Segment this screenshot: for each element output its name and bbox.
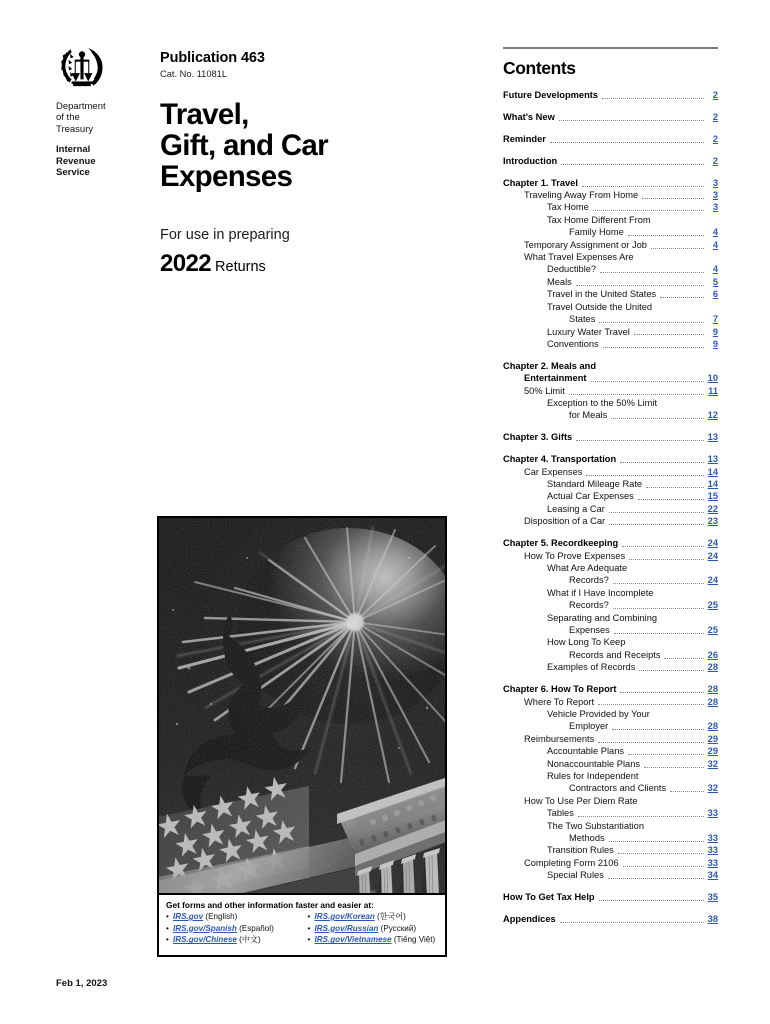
toc-entry-label: Luxury Water Travel (547, 326, 630, 337)
toc-entry[interactable] (503, 661, 718, 673)
toc-leader-dots (613, 583, 704, 584)
toc-entry (503, 820, 718, 832)
toc-entry-label: Travel in the United States (547, 289, 657, 300)
toc-entry[interactable] (503, 733, 718, 745)
irs-link[interactable]: IRS.gov/Vietnamese (314, 935, 392, 945)
toc-entry-label: States (569, 314, 596, 325)
toc-page-link[interactable]: 29 (707, 733, 718, 744)
publication-number: Publication 463 (160, 50, 265, 66)
toc-chapter-entry[interactable] (503, 683, 718, 695)
infobox-heading: Get forms and other information faster and easier at: (166, 900, 374, 910)
list-item[interactable] (166, 911, 298, 923)
toc-entry-label: Expenses (569, 625, 610, 636)
toc-page-link[interactable]: 32 (707, 783, 718, 794)
toc-entry[interactable] (503, 574, 718, 586)
list-item[interactable] (308, 923, 440, 935)
toc-page-link[interactable]: 24 (707, 550, 718, 561)
toc-entry-label: Records? (569, 575, 609, 586)
toc-entry (503, 397, 718, 409)
toc-leader-dots (629, 559, 704, 560)
toc-entry[interactable] (503, 599, 718, 611)
bullet-icon: • (166, 923, 169, 933)
toc-leader-dots (569, 394, 704, 395)
irs-link-language: (한국어) (377, 912, 406, 921)
toc-leader-dots (664, 658, 704, 659)
toc-page-link[interactable]: 9 (712, 326, 718, 337)
irs-link[interactable]: IRS.gov/Korean (314, 912, 375, 921)
toc-leader-dots (598, 742, 704, 743)
toc-leader-dots (644, 767, 704, 768)
toc-leader-dots (651, 248, 704, 249)
irs-eagle-scales-icon (56, 44, 108, 96)
agency-department-line-1: Department (56, 101, 106, 112)
toc-page-link[interactable]: 25 (707, 600, 718, 611)
toc-entry (503, 587, 718, 599)
toc-entry-label: Family Home (569, 227, 624, 238)
toc-page-link[interactable]: 7 (712, 314, 718, 325)
toc-entry-label: Entertainment (524, 373, 587, 384)
toc-page-link[interactable]: 25 (707, 625, 718, 636)
toc-entry-label: Completing Form 2106 (524, 857, 619, 868)
toc-entry-label: Tables (547, 808, 574, 819)
toc-page-link[interactable]: 14 (707, 466, 718, 477)
agency-department (56, 101, 122, 135)
toc-page-link[interactable]: 2 (712, 90, 718, 100)
irs-link[interactable]: IRS.gov/Spanish (173, 923, 237, 933)
toc-page-link[interactable]: 14 (707, 479, 718, 490)
bullet-icon: • (166, 912, 169, 921)
toc-leader-dots (598, 704, 704, 705)
toc-leader-dots (582, 186, 704, 187)
toc-entry[interactable] (503, 745, 718, 757)
page-title-line-1: Travel, (160, 98, 249, 131)
irs-link-language: (Pусский) (380, 923, 417, 933)
list-item[interactable] (166, 934, 298, 946)
toc-leader-dots (609, 524, 704, 525)
cover-illustration (157, 516, 447, 957)
toc-leader-dots (628, 235, 704, 236)
toc-entry[interactable] (503, 239, 718, 251)
toc-entry-label: How To Prove Expenses (524, 550, 626, 561)
toc-entry (503, 708, 718, 720)
toc-page-link[interactable]: 23 (707, 516, 718, 527)
toc-leader-dots (600, 272, 704, 273)
toc-entry[interactable] (503, 832, 718, 844)
page-title-line-3: Expenses (160, 160, 293, 193)
toc-entry[interactable] (503, 807, 718, 819)
revision-date: Feb 1, 2023 (56, 978, 108, 989)
toc-entry-label: Nonaccountable Plans (547, 758, 641, 769)
toc-entry (503, 636, 718, 648)
toc-entry-label: What Travel Expenses Are (524, 252, 634, 263)
irs-link-language: (English) (205, 912, 238, 921)
agency-service-line-1: Internal (56, 144, 91, 156)
toc-entry[interactable] (503, 276, 718, 288)
irs-link-language: (Español) (239, 923, 274, 933)
toc-page-link[interactable]: 2 (712, 111, 718, 122)
toc-entry-label: Traveling Away From Home (524, 190, 639, 201)
toc-entry[interactable] (503, 624, 718, 636)
toc-chapter-entry[interactable] (503, 89, 718, 101)
toc-entry-label: Rules for Independent (547, 771, 639, 781)
toc-leader-dots (609, 512, 704, 513)
toc-entry (503, 770, 718, 782)
toc-entry-label: Standard Mileage Rate (547, 479, 643, 490)
toc-leader-dots (613, 608, 704, 609)
toc-entry[interactable] (503, 226, 718, 238)
toc-entry-label: Actual Car Expenses (547, 491, 634, 502)
toc-leader-dots (609, 841, 704, 842)
prepare-label: For use in preparing (160, 227, 290, 243)
page-title-line-2: Gift, and Car (160, 129, 328, 162)
toc-entry[interactable] (503, 478, 718, 490)
toc-entry (503, 612, 718, 624)
toc-entry (503, 795, 718, 807)
toc-entry[interactable] (503, 263, 718, 275)
toc-page-link[interactable]: 11 (708, 385, 718, 396)
tax-year-line (160, 251, 460, 280)
toc-chapter-entry[interactable] (503, 913, 718, 925)
toc-entry (503, 301, 718, 313)
bullet-icon: • (166, 935, 169, 945)
toc-entry[interactable] (503, 201, 718, 213)
contents-divider (503, 47, 718, 49)
toc-entry-label: Appendices (503, 914, 556, 925)
irs-link-language: (Tiếng Việt) (393, 935, 436, 945)
toc-entry-label: How To Get Tax Help (503, 892, 595, 903)
toc-leader-dots (634, 334, 704, 335)
list-item[interactable] (308, 911, 440, 923)
toc-leader-dots (628, 754, 704, 755)
toc-entry-label: Transition Rules (547, 845, 614, 856)
bullet-icon: • (307, 923, 311, 933)
toc-entry-label: Tax Home Different From (547, 214, 651, 225)
toc-entry-label: Disposition of a Car (524, 516, 606, 527)
toc-leader-dots (639, 670, 704, 671)
toc-page-link[interactable]: 3 (712, 202, 718, 213)
toc-page-link[interactable]: 10 (707, 373, 718, 384)
toc-page-link[interactable]: 28 (707, 684, 718, 695)
toc-entry[interactable] (503, 758, 718, 770)
toc-entry-label: How Long To Keep (547, 637, 626, 648)
toc-entry-label: Vehicle Provided by Your (547, 708, 650, 719)
toc-entry-label: Chapter 4. Transportation (503, 454, 617, 465)
toc-leader-dots (618, 853, 704, 854)
toc-entry-label: Chapter 6. How To Report (503, 684, 617, 695)
bullet-icon: • (307, 935, 311, 945)
toc-entry-label: Temporary Assignment or Job (524, 239, 647, 250)
irs-link[interactable]: IRS.gov (173, 912, 204, 921)
toc-chapter-entry[interactable] (503, 133, 718, 145)
irs-link-language: (中文) (239, 935, 261, 945)
toc-page-link[interactable]: 4 (712, 227, 718, 238)
toc-chapter-entry[interactable] (503, 372, 718, 384)
toc-page-link[interactable]: 29 (707, 746, 718, 757)
page-title (160, 99, 460, 192)
toc-entry[interactable] (503, 696, 718, 708)
toc-entry-label: Examples of Records (547, 662, 636, 673)
toc-entry[interactable] (503, 409, 718, 421)
toc-entry[interactable] (503, 515, 718, 527)
toc-page-link[interactable]: 38 (707, 914, 718, 925)
fireworks-eagle-flag-capitol-illustration (159, 518, 445, 955)
toc-page-link[interactable]: 24 (707, 575, 718, 586)
agency-department-line-2: of the (56, 112, 80, 124)
toc-page-link[interactable]: 13 (707, 432, 718, 443)
toc-page-link[interactable]: 15 (707, 491, 718, 502)
infobox-column-right (308, 911, 440, 946)
bullet-icon: • (307, 912, 311, 921)
toc-page-link[interactable]: 28 (707, 696, 718, 707)
toc-leader-dots (599, 322, 704, 323)
toc-leader-dots (561, 164, 704, 165)
toc-chapter-entry (503, 360, 718, 372)
irs-link[interactable]: IRS.gov/Russian (314, 923, 379, 933)
toc-entry-label: Chapter 1. Travel (503, 177, 578, 188)
illustration-canvas (159, 518, 445, 955)
contents-column (503, 47, 718, 925)
table-of-contents (503, 89, 718, 925)
toc-page-link[interactable]: 28 (707, 662, 718, 673)
toc-leader-dots (612, 729, 704, 730)
toc-entry[interactable] (503, 869, 718, 881)
toc-entry-label: Separating and Combining (547, 612, 658, 623)
toc-chapter-entry[interactable] (503, 453, 718, 465)
get-forms-infobox (159, 893, 445, 955)
toc-entry-label: Reimbursements (524, 733, 595, 744)
toc-entry-label: Special Rules (547, 870, 604, 881)
toc-leader-dots (608, 878, 704, 879)
toc-leader-dots (591, 381, 704, 382)
toc-page-link[interactable]: 3 (712, 177, 718, 188)
toc-leader-dots (593, 210, 704, 211)
toc-entry-label: What's New (503, 111, 555, 122)
contents-heading: Contents (503, 58, 576, 78)
toc-page-link[interactable]: 26 (707, 649, 718, 660)
toc-entry-label: Leasing a Car (547, 503, 605, 514)
toc-entry-label: Deductible? (547, 264, 597, 275)
toc-page-link[interactable]: 6 (712, 289, 718, 300)
toc-page-link[interactable]: 28 (707, 721, 718, 732)
toc-entry-label: Car Expenses (524, 466, 583, 477)
toc-leader-dots (670, 791, 704, 792)
toc-page-link[interactable]: 33 (707, 833, 718, 844)
toc-entry-label: Exception to the 50% Limit (547, 398, 658, 409)
toc-entry-label: for Meals (569, 410, 608, 421)
toc-page-link[interactable]: 3 (712, 190, 718, 201)
toc-leader-dots (611, 418, 704, 419)
toc-chapter-entry[interactable] (503, 177, 718, 189)
toc-leader-dots (660, 297, 704, 298)
toc-leader-dots (614, 633, 704, 634)
toc-page-link[interactable]: 33 (707, 808, 718, 819)
toc-entry (503, 251, 718, 263)
toc-entry-label: Chapter 5. Recordkeeping (503, 538, 619, 549)
toc-page-link[interactable]: 9 (712, 338, 718, 349)
toc-entry-label: Travel Outside the United (547, 301, 653, 312)
toc-entry-label: Reminder (503, 133, 546, 144)
toc-entry[interactable] (503, 550, 718, 562)
toc-page-link[interactable]: 22 (707, 503, 718, 514)
toc-leader-dots (622, 546, 704, 547)
toc-leader-dots (646, 487, 704, 488)
toc-leader-dots (603, 347, 704, 348)
toc-leader-dots (586, 475, 704, 476)
toc-page-link[interactable]: 5 (712, 276, 718, 287)
toc-entry (503, 562, 718, 574)
irs-link[interactable]: IRS.gov/Chinese (173, 935, 237, 945)
toc-page-link[interactable]: 4 (712, 239, 718, 250)
agency-service (56, 144, 122, 178)
toc-leader-dots (620, 692, 704, 693)
toc-entry[interactable] (503, 844, 718, 856)
toc-entry[interactable] (503, 490, 718, 502)
toc-entry-label: Future Developments (503, 90, 599, 100)
toc-page-link[interactable]: 2 (712, 155, 718, 166)
agency-block (56, 44, 122, 178)
toc-chapter-entry[interactable] (503, 155, 718, 167)
toc-entry[interactable] (503, 857, 718, 869)
toc-entry-label: Conventions (547, 338, 599, 349)
infobox-columns (166, 911, 439, 946)
catalog-number: Cat. No. 11081L (160, 69, 228, 79)
toc-entry[interactable] (503, 466, 718, 478)
toc-entry[interactable] (503, 288, 718, 300)
returns-label: Returns (215, 259, 266, 275)
toc-entry[interactable] (503, 720, 718, 732)
toc-page-link[interactable]: 35 (707, 892, 718, 903)
toc-leader-dots (578, 816, 704, 817)
toc-leader-dots (576, 440, 704, 441)
toc-chapter-entry[interactable] (503, 537, 718, 549)
toc-page-link[interactable]: 33 (707, 857, 718, 868)
toc-entry-label: The Two Substantiation (547, 820, 644, 831)
toc-leader-dots (599, 900, 704, 901)
toc-leader-dots (642, 198, 704, 199)
toc-chapter-entry[interactable] (503, 431, 718, 443)
agency-service-line-3: Service (56, 167, 90, 179)
title-block (160, 50, 460, 280)
toc-entry-label: Records and Receipts (569, 649, 661, 660)
toc-leader-dots (560, 922, 704, 923)
toc-entry[interactable] (503, 313, 718, 325)
list-item[interactable] (308, 934, 440, 946)
toc-page-link[interactable]: 34 (707, 870, 718, 881)
toc-entry-label: Chapter 2. Meals and (503, 360, 596, 371)
toc-entry-label: Methods (569, 833, 605, 844)
toc-entry-label: Introduction (503, 155, 558, 166)
toc-entry-label: Contractors and Clients (569, 783, 667, 794)
toc-leader-dots (623, 866, 704, 867)
toc-leader-dots (638, 499, 704, 500)
list-item[interactable] (166, 923, 298, 935)
toc-entry-label: Meals (547, 276, 572, 287)
toc-entry-label: What Are Adequate (547, 563, 628, 573)
toc-leader-dots (576, 285, 704, 286)
toc-entry[interactable] (503, 782, 718, 794)
toc-leader-dots (550, 142, 704, 143)
toc-page-link[interactable]: 33 (707, 845, 718, 856)
toc-leader-dots (620, 462, 704, 463)
toc-leader-dots (602, 98, 704, 99)
toc-page-link[interactable]: 24 (707, 538, 718, 549)
toc-page-link[interactable]: 4 (712, 264, 718, 275)
toc-page-link[interactable]: 13 (707, 454, 718, 465)
toc-leader-dots (559, 120, 704, 121)
toc-chapter-entry[interactable] (503, 891, 718, 903)
toc-page-link[interactable]: 12 (707, 410, 718, 421)
agency-service-line-2: Revenue (56, 155, 96, 167)
toc-entry-label: Where To Report (524, 696, 595, 707)
infobox-column-left (166, 911, 298, 946)
toc-entry[interactable] (503, 338, 718, 350)
agency-department-line-3: Treasury (56, 123, 94, 135)
toc-entry-label: Records? (569, 600, 609, 611)
toc-entry (503, 214, 718, 226)
tax-year: 2022 (160, 250, 211, 277)
toc-entry[interactable] (503, 385, 718, 397)
toc-entry-label: Employer (569, 721, 609, 732)
toc-entry-label: What if I Have Incomplete (547, 587, 654, 598)
toc-page-link[interactable]: 32 (707, 758, 718, 769)
toc-entry-label: Accountable Plans (547, 746, 625, 757)
toc-entry-label: How To Use Per Diem Rate (524, 795, 638, 806)
toc-entry-label: 50% Limit (524, 385, 565, 396)
toc-entry[interactable] (503, 189, 718, 201)
toc-entry[interactable] (503, 503, 718, 515)
toc-entry[interactable] (503, 326, 718, 338)
toc-entry-label: Tax Home (547, 202, 589, 213)
toc-entry[interactable] (503, 649, 718, 661)
toc-page-link[interactable]: 2 (712, 133, 718, 144)
toc-chapter-entry[interactable] (503, 111, 718, 123)
toc-entry-label: Chapter 3. Gifts (503, 432, 573, 443)
